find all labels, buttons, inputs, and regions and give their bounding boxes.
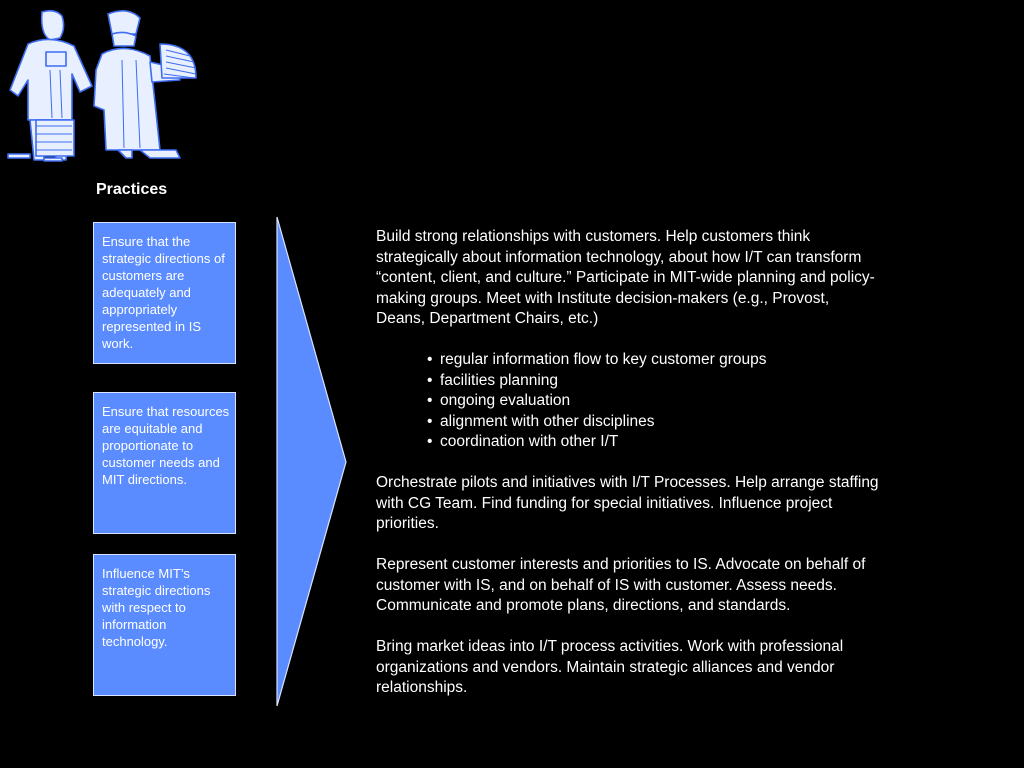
arrow-right-icon	[276, 216, 348, 708]
practices-description	[376, 227, 881, 719]
section-heading: Practices	[96, 181, 168, 198]
bullet-list	[376, 350, 881, 453]
people-illustration-icon	[0, 0, 210, 165]
practice-box-influence: Influence MIT’s strategic directions with respect to information technology.	[93, 554, 236, 696]
bullet-item: • regular information flow to key customer groups	[427, 350, 881, 371]
bullet-item: • coordination with other I/T	[427, 432, 881, 453]
bullet-item: • ongoing evaluation	[427, 391, 881, 412]
paragraph-market-ideas: Bring market ideas into I/T process activities. Work with professional organizations and vendors. Maintain strategic alliances and vendor relationships.	[376, 638, 844, 696]
practice-box-resources: Ensure that resources are equitable and proportionate to customer needs and MIT directions.	[93, 392, 236, 534]
practice-box-strategic-directions: Ensure that the strategic directions of customers are adequately and appropriately represented in IS work.	[93, 222, 236, 364]
paragraph-relationships: Build strong relationships with customers. Help customers think strategically about information technology, about how I/T can transform “content, client, and culture.” Participate in MIT-wide planning and policy-making groups. Meet with Institute decision-makers (e.g., Provost, Deans, Department Chairs, etc.)	[376, 228, 875, 327]
paragraph-customer-interests: Represent customer interests and priorities to IS. Advocate on behalf of customer with IS, and on behalf of IS with customer. Assess needs. Communicate and promote plans, directions, and standards.	[376, 556, 866, 614]
paragraph-pilots: Orchestrate pilots and initiatives with I/T Processes. Help arrange staffing with CG Team. Find funding for special initiatives. Influence project priorities.	[376, 474, 879, 532]
bullet-item: • facilities planning	[427, 371, 881, 392]
bullet-item: • alignment with other disciplines	[427, 412, 881, 433]
